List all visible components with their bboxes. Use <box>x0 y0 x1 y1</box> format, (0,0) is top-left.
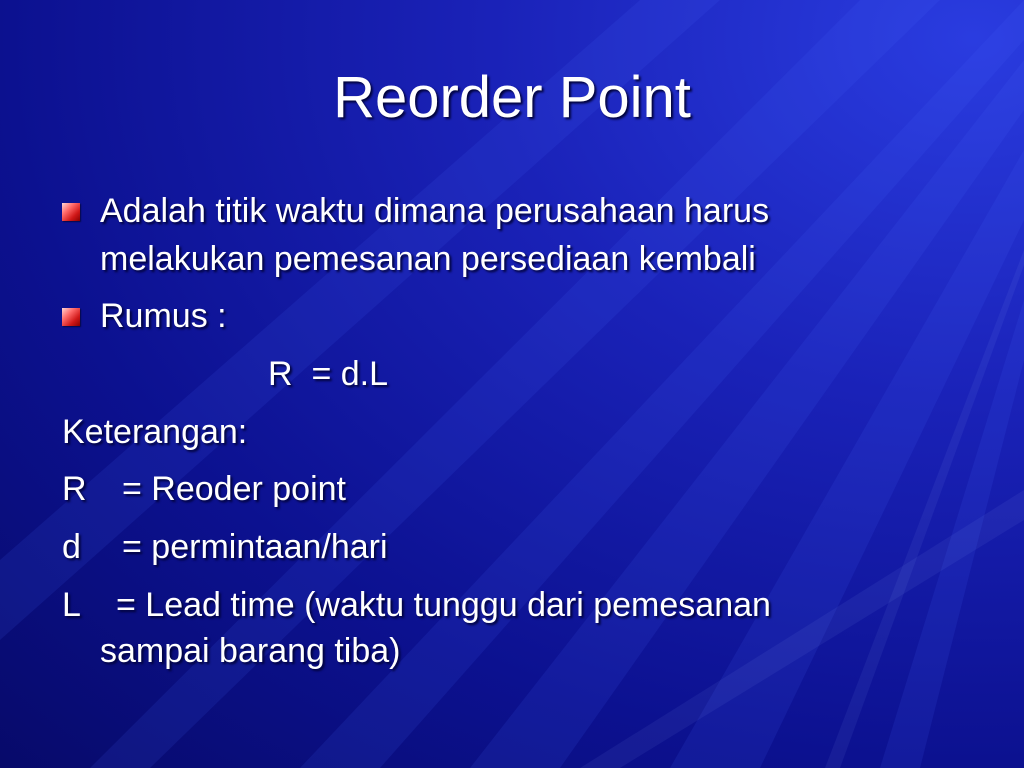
square-bullet-icon <box>62 203 80 221</box>
slide-title: Reorder Point <box>333 65 691 130</box>
bullet-2-line-1: Rumus : <box>100 297 227 335</box>
definition-text: = permintaan/hari <box>122 528 388 566</box>
bullet-1-line-2: melakukan pemesanan persediaan kembali <box>100 240 756 278</box>
definition-continuation: sampai barang tiba) <box>100 632 401 670</box>
definition-text: = Lead time (waktu tunggu dari pemesanan <box>116 586 771 624</box>
definition-key: d <box>62 528 81 566</box>
definition-text: = Reoder point <box>122 470 346 508</box>
keterangan-label: Keterangan: <box>62 413 248 451</box>
definition-row-d <box>62 524 388 570</box>
square-bullet-icon <box>62 308 80 326</box>
definition-row-l <box>62 582 771 628</box>
definition-key: R <box>62 470 87 508</box>
bullet-1-line-1: Adalah titik waktu dimana perusahaan harus <box>100 192 770 230</box>
definition-row-r <box>62 466 346 512</box>
formula: R = d.L <box>268 355 389 393</box>
definition-key: L <box>62 586 81 624</box>
